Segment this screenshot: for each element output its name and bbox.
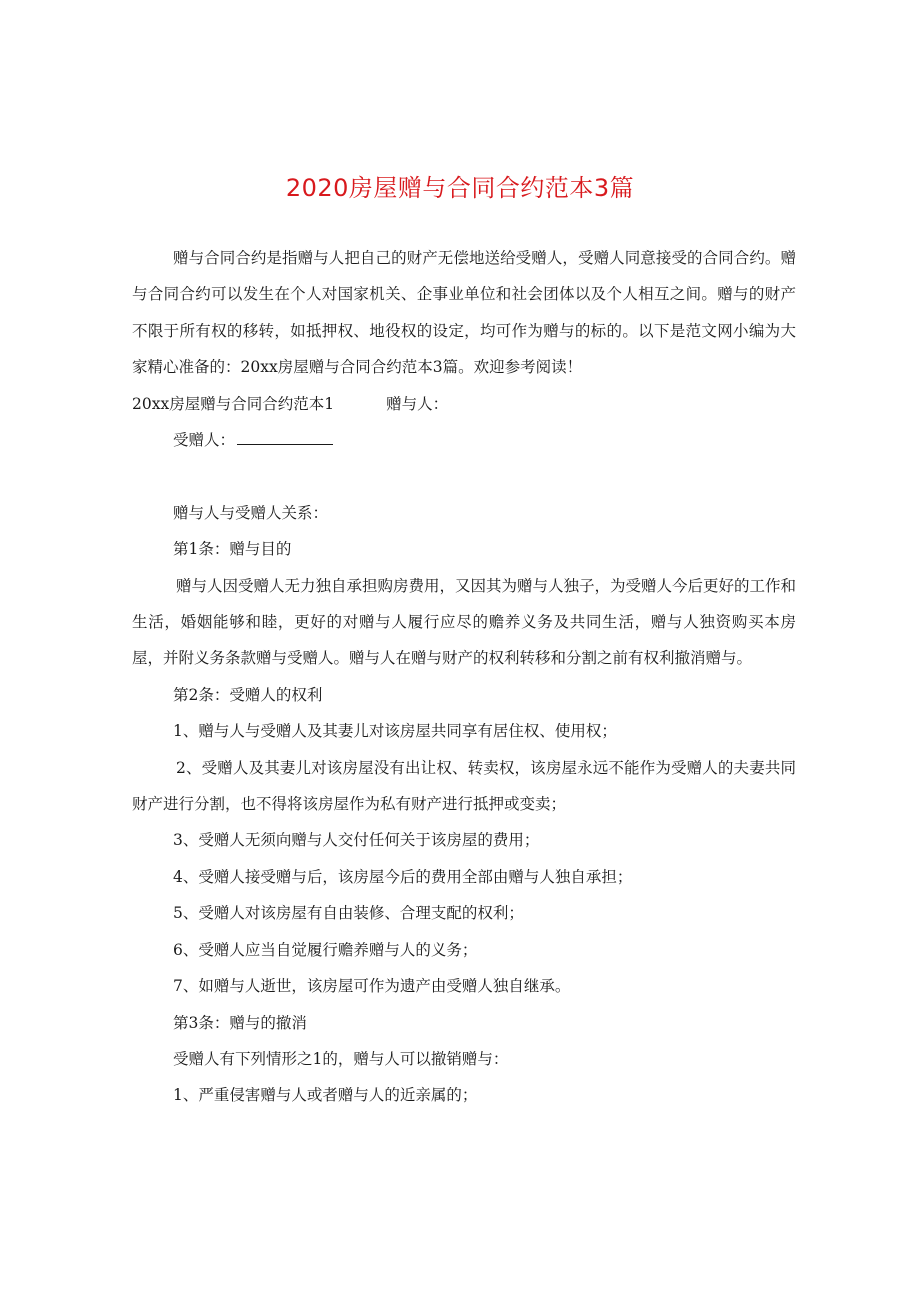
document-title: 2020房屋赠与合同合约范本3篇 xyxy=(285,174,635,202)
article3-heading: 第3条：赠与的撤消 xyxy=(173,1013,307,1032)
article2-item: 4、受赠人接受赠与后，该房屋今后的费用全部由赠与人独自承担； xyxy=(173,867,633,886)
article2-item: 7、如赠与人逝世，该房屋可作为遗产由受赠人独自继承。 xyxy=(173,977,571,996)
article2-item: 6、受赠人应当自觉履行赡养赠与人的义务； xyxy=(173,940,478,959)
donee-label: 受赠人： xyxy=(173,431,236,450)
intro-paragraph: 赠与合同合约是指赠与人把自己的财产无偿地送给受赠人，受赠人同意接受的合同合约。赠与合同合约可以发生在个人对国家机关、企事业单位和社会团体以及个人相互之间。赠与的财产不限于所有权的移转，如抵押权、地役权的设定，均可作为赠与的标的。以下是范文网小编为大家精心准备的：20xx房屋赠与合同合约范本3篇。欢迎参考阅读！ xyxy=(132,249,796,377)
article2-item: 2、受赠人及其妻儿对该房屋没有出让权、转卖权，该房屋永远不能作为受赠人的夫妻共同财产进行分割，也不得将该房屋作为私有财产进行抵押或变卖； xyxy=(132,758,796,814)
article1-body: 赠与人因受赠人无力独自承担购房费用，又因其为赠与人独子，为受赠人今后更好的工作和生活，婚姻能够和睦，更好的对赠与人履行应尽的赡养义务及共同生活，赠与人独资购买本房屋，并附义务条款赠与受赠人。赠与人在赠与财产的权利转移和分割之前有权利撤消赠与。 xyxy=(132,576,797,668)
article2-item: 1、赠与人与受赠人及其妻儿对该房屋共同享有居住权、使用权； xyxy=(173,722,617,741)
blank-line xyxy=(132,458,796,494)
article3-item: 1、严重侵害赠与人或者赠与人的近亲属的； xyxy=(173,1086,478,1105)
donee-line xyxy=(132,422,796,458)
article2-item: 3、受赠人无须向赠与人交付任何关于该房屋的费用； xyxy=(173,831,540,850)
document-body xyxy=(132,240,796,1114)
article2-item: 5、受赠人对该房屋有自由装修、合理支配的权利； xyxy=(173,904,524,923)
relationship-label: 赠与人与受赠人关系： xyxy=(173,503,329,522)
contract-heading-line xyxy=(132,386,796,422)
article1-heading: 第1条：赠与目的 xyxy=(173,540,292,559)
donee-blank-field xyxy=(237,424,333,445)
donor-label: 赠与人： xyxy=(386,394,449,413)
article3-intro: 受赠人有下列情形之1的，赠与人可以撤销赠与： xyxy=(173,1049,509,1068)
article2-heading: 第2条：受赠人的权利 xyxy=(173,685,323,704)
contract-heading: 20xx房屋赠与合同合约范本1 xyxy=(132,394,335,413)
